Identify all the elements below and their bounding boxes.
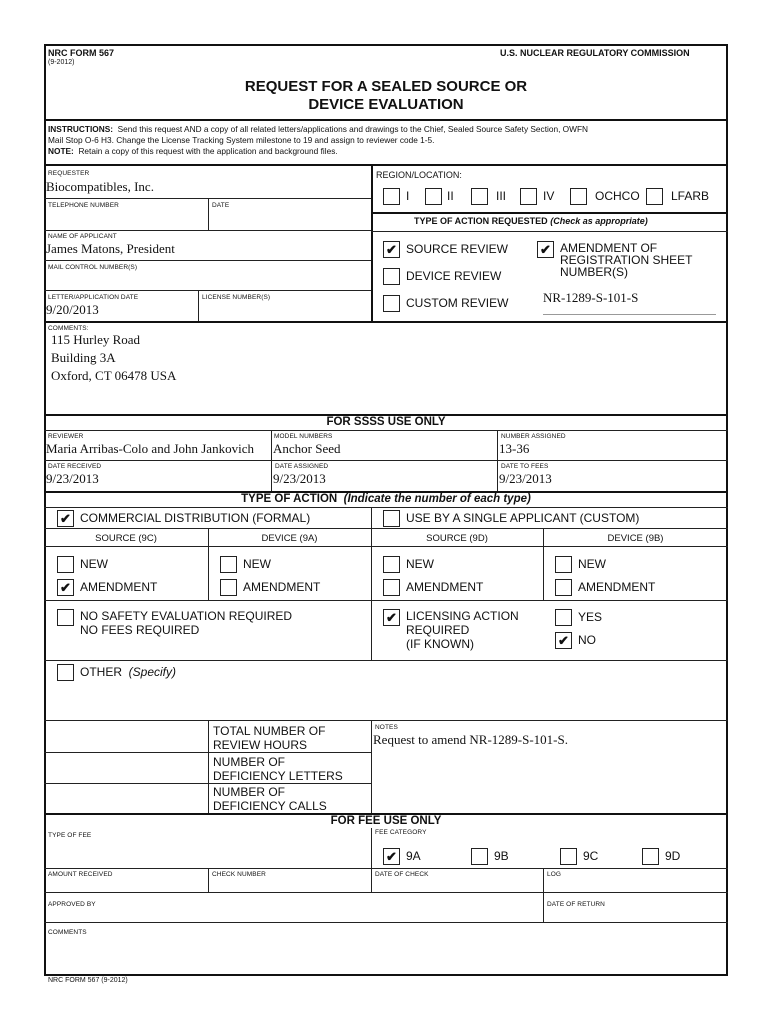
divider — [271, 430, 272, 492]
source-9d-new-checkbox[interactable] — [383, 556, 400, 573]
license-field[interactable] — [200, 302, 368, 320]
device-9b-header: DEVICE (9B) — [607, 533, 664, 544]
divider — [44, 546, 728, 547]
divider — [44, 892, 728, 893]
fee-comments-field[interactable] — [46, 938, 722, 970]
licensing-line2: REQUIRED — [406, 623, 470, 637]
source-9c-amendment-checkbox[interactable]: ✔ — [57, 579, 74, 596]
amendment-line1: AMENDMENT OF — [560, 241, 658, 255]
letter-date-label: LETTER/APPLICATION DATE — [48, 294, 139, 301]
comments-label: COMMENTS: — [48, 325, 89, 332]
amendment-checkbox[interactable]: ✔ — [537, 241, 554, 258]
date-to-fees-label: DATE TO FEES — [501, 463, 549, 470]
commercial-label: COMMERCIAL DISTRIBUTION (FORMAL) — [80, 511, 311, 525]
applicant-field[interactable]: James Matons, President — [46, 241, 175, 256]
divider — [44, 260, 372, 261]
review-hours-label — [213, 724, 325, 752]
region-lfarb-checkbox[interactable] — [646, 188, 663, 205]
divider — [44, 321, 728, 323]
custom-review-label: CUSTOM REVIEW — [406, 296, 509, 310]
divider — [371, 164, 373, 322]
fee-category-label: FEE CATEGORY — [375, 829, 427, 836]
date-assigned-label: DATE ASSIGNED — [275, 463, 329, 470]
date-received-field[interactable]: 9/23/2013 — [46, 471, 99, 486]
source-review-label: SOURCE REVIEW — [406, 242, 509, 256]
fee-9d-checkbox[interactable] — [642, 848, 659, 865]
type-of-fee-label: TYPE OF FEE — [48, 832, 92, 839]
def-calls-label — [213, 785, 327, 813]
device-9b-amendment-checkbox[interactable] — [555, 579, 572, 596]
no-safety-line2: NO FEES REQUIRED — [80, 623, 200, 637]
instructions-label: INSTRUCTIONS: — [48, 124, 113, 134]
divider — [44, 660, 728, 661]
region-i-label: I — [406, 189, 410, 203]
licensing-yes-checkbox[interactable] — [555, 609, 572, 626]
divider — [543, 868, 544, 922]
instructions-text2: Mail Stop O-6 H3. Change the License Tracking System milestone to 19 and assign to reviewer code 1-5. — [48, 135, 435, 145]
form-title-line2: DEVICE EVALUATION — [308, 96, 464, 113]
divider — [44, 783, 371, 784]
licensing-action-checkbox[interactable]: ✔ — [383, 609, 400, 626]
form-date: (9-2012) — [48, 59, 75, 66]
date-to-fees-field[interactable]: 9/23/2013 — [499, 471, 552, 486]
divider — [371, 720, 372, 813]
device-9b-amendment-label: AMENDMENT — [578, 580, 656, 594]
def-letters-line2: DEFICIENCY LETTERS — [213, 769, 343, 783]
registration-underline — [543, 314, 716, 315]
source-review-checkbox[interactable]: ✔ — [383, 241, 400, 258]
review-hours-field[interactable] — [46, 722, 206, 750]
date-received-label: DATE RECEIVED — [48, 463, 102, 470]
divider — [44, 868, 728, 869]
source-9c-new-label: NEW — [80, 557, 108, 571]
applicant-label: NAME OF APPLICANT — [48, 233, 117, 240]
fee-9b-checkbox[interactable] — [471, 848, 488, 865]
other-field[interactable] — [80, 684, 720, 718]
divider — [497, 430, 498, 492]
region-lfarb-label: LFARB — [671, 189, 710, 203]
fee-9b-label: 9B — [494, 849, 509, 863]
registration-number-field[interactable]: NR-1289-S-101-S — [543, 290, 639, 305]
agency-name: U.S. NUCLEAR REGULATORY COMMISSION — [500, 48, 690, 58]
comments-field[interactable] — [51, 331, 176, 385]
custom-review-checkbox[interactable] — [383, 295, 400, 312]
def-letters-line1: NUMBER OF — [213, 755, 285, 769]
fee-9a-label: 9A — [406, 849, 421, 863]
divider — [44, 600, 728, 601]
source-9d-amendment-label: AMENDMENT — [406, 580, 484, 594]
divider — [371, 828, 372, 892]
review-hours-line1: TOTAL NUMBER OF — [213, 724, 326, 738]
def-calls-field[interactable] — [46, 785, 206, 811]
letter-date-field[interactable]: 9/20/2013 — [46, 302, 99, 317]
device-9a-header: DEVICE (9A) — [261, 533, 318, 544]
no-safety-checkbox[interactable] — [57, 609, 74, 626]
log-field[interactable] — [545, 879, 723, 891]
action-requested-title — [414, 216, 648, 226]
single-applicant-checkbox[interactable] — [383, 510, 400, 527]
device-9a-amendment-label: AMENDMENT — [243, 580, 321, 594]
number-assigned-field[interactable]: 13-36 — [499, 441, 530, 456]
divider — [208, 720, 209, 813]
comments-line2: Building 3A — [51, 350, 116, 365]
divider — [208, 198, 209, 230]
comments-line1: 115 Hurley Road — [51, 332, 141, 347]
licensing-no-label: NO — [578, 633, 596, 647]
source-9d-header: SOURCE (9D) — [426, 533, 488, 544]
footer-form-ref: NRC FORM 567 (9-2012) — [48, 977, 128, 984]
other-checkbox[interactable] — [57, 664, 74, 681]
type-of-action-title — [44, 493, 728, 505]
number-assigned-label: NUMBER ASSIGNED — [501, 433, 566, 440]
divider — [44, 752, 371, 753]
telephone-field[interactable] — [46, 210, 206, 228]
region-iv-label: IV — [543, 189, 555, 203]
other-note: (Specify) — [128, 665, 177, 679]
source-9c-amendment-label: AMENDMENT — [80, 580, 158, 594]
device-9a-new-label: NEW — [243, 557, 271, 571]
model-field[interactable]: Anchor Seed — [273, 441, 341, 456]
date-of-return-field[interactable] — [545, 909, 723, 921]
device-9b-new-checkbox[interactable] — [555, 556, 572, 573]
region-ochco-label: OCHCO — [595, 189, 640, 203]
divider — [371, 507, 372, 661]
date-assigned-field[interactable]: 9/23/2013 — [273, 471, 326, 486]
device-9b-new-label: NEW — [578, 557, 606, 571]
licensing-action-label — [406, 609, 519, 651]
no-safety-line1: NO SAFETY EVALUATION REQUIRED — [80, 609, 293, 623]
licensing-line1: LICENSING ACTION — [406, 609, 519, 623]
requester-field[interactable]: Biocompatibles, Inc. — [46, 179, 154, 194]
divider — [44, 430, 728, 431]
divider — [44, 230, 372, 231]
instructions — [48, 124, 724, 157]
divider — [44, 922, 728, 923]
divider — [44, 164, 728, 166]
licensing-yes-label: YES — [578, 610, 603, 624]
reviewer-field[interactable]: Maria Arribas-Colo and John Jankovich — [46, 441, 254, 456]
note-label: NOTE: — [48, 146, 74, 156]
divider — [44, 290, 372, 291]
type-of-action-heading: TYPE OF ACTION — [241, 493, 338, 505]
divider — [371, 231, 728, 232]
divider — [44, 720, 728, 721]
device-review-label: DEVICE REVIEW — [406, 269, 502, 283]
divider — [44, 460, 728, 461]
instructions-text1: Send this request AND a copy of all related letters/applications and drawings to the Chief, Sealed Source Safety Section, OWFN — [117, 124, 589, 134]
form-number: NRC FORM 567 — [48, 48, 115, 58]
licensing-no-checkbox[interactable]: ✔ — [555, 632, 572, 649]
type-of-fee-field[interactable] — [46, 841, 368, 865]
comments-line3: Oxford, CT 06478 USA — [51, 368, 177, 383]
fee-9c-label: 9C — [583, 849, 599, 863]
date-field[interactable] — [210, 210, 370, 228]
telephone-label: TELEPHONE NUMBER — [48, 202, 119, 209]
source-9c-new-checkbox[interactable] — [57, 556, 74, 573]
region-ii-label: II — [447, 189, 454, 203]
source-9c-header: SOURCE (9C) — [95, 533, 157, 544]
other-label — [80, 665, 176, 679]
divider — [44, 507, 728, 508]
device-9a-amendment-checkbox[interactable] — [220, 579, 237, 596]
date-label: DATE — [212, 202, 230, 209]
license-label: LICENSE NUMBER(S) — [202, 294, 271, 301]
def-letters-label — [213, 755, 343, 783]
check-number-label: CHECK NUMBER — [212, 871, 266, 878]
date-of-check-label: DATE OF CHECK — [375, 871, 429, 878]
action-requested-note: (Check as appropriate) — [550, 216, 648, 226]
notes-field[interactable]: Request to amend NR-1289-S-101-S. — [373, 732, 568, 747]
fee-9d-label: 9D — [665, 849, 681, 863]
divider — [543, 528, 544, 600]
divider — [371, 212, 728, 214]
approved-by-field[interactable] — [46, 909, 541, 921]
licensing-line3: (IF KNOWN) — [406, 637, 474, 651]
no-safety-label — [80, 609, 292, 637]
date-of-return-label: DATE OF RETURN — [547, 901, 605, 908]
requester-label: REQUESTER — [48, 170, 90, 177]
amendment-line3: NUMBER(S) — [560, 265, 628, 279]
amount-received-label: AMOUNT RECEIVED — [48, 871, 113, 878]
device-9a-new-checkbox[interactable] — [220, 556, 237, 573]
action-requested-heading: TYPE OF ACTION REQUESTED — [414, 216, 548, 226]
def-calls-line2: DEFICIENCY CALLS — [213, 799, 327, 813]
note-text: Retain a copy of this request with the application and background files. — [78, 146, 338, 156]
region-iv-checkbox[interactable] — [520, 188, 537, 205]
region-label: REGION/LOCATION: — [376, 170, 462, 180]
fee-title: FOR FEE USE ONLY — [330, 815, 442, 827]
fee-9a-checkbox[interactable]: ✔ — [383, 848, 400, 865]
divider — [44, 528, 728, 529]
review-hours-line2: REVIEW HOURS — [213, 738, 308, 752]
source-9d-amendment-checkbox[interactable] — [383, 579, 400, 596]
device-review-checkbox[interactable] — [383, 268, 400, 285]
def-calls-line1: NUMBER OF — [213, 785, 285, 799]
amendment-label — [560, 242, 692, 278]
fee-comments-label: COMMENTS — [48, 929, 87, 936]
date-of-check-field[interactable] — [373, 879, 541, 891]
region-ii-checkbox[interactable] — [425, 188, 442, 205]
check-number-field[interactable] — [210, 879, 369, 891]
model-label: MODEL NUMBERS — [274, 433, 333, 440]
single-applicant-label: USE BY A SINGLE APPLICANT (CUSTOM) — [406, 511, 640, 525]
ssss-title: FOR SSSS USE ONLY — [326, 416, 446, 428]
reviewer-label: REVIEWER — [48, 433, 84, 440]
log-label: LOG — [547, 871, 562, 878]
divider — [208, 528, 209, 600]
other-text: OTHER — [80, 665, 122, 679]
divider — [198, 290, 199, 322]
region-i-checkbox[interactable] — [383, 188, 400, 205]
divider — [44, 119, 728, 121]
notes-label: NOTES — [375, 724, 398, 731]
region-ochco-checkbox[interactable] — [570, 188, 587, 205]
amendment-line2: REGISTRATION SHEET — [560, 253, 693, 267]
amount-received-field[interactable] — [46, 879, 206, 891]
region-iii-checkbox[interactable] — [471, 188, 488, 205]
region-iii-label: III — [496, 189, 507, 203]
mail-control-field[interactable] — [46, 272, 368, 288]
divider — [208, 868, 209, 892]
mail-control-label: MAIL CONTROL NUMBER(S) — [48, 264, 138, 271]
def-letters-field[interactable] — [46, 754, 206, 782]
form-title-line1: REQUEST FOR A SEALED SOURCE OR — [244, 78, 528, 95]
commercial-checkbox[interactable]: ✔ — [57, 510, 74, 527]
type-of-action-note: (Indicate the number of each type) — [343, 493, 531, 505]
source-9d-new-label: NEW — [406, 557, 434, 571]
approved-by-label: APPROVED BY — [48, 901, 96, 908]
fee-9c-checkbox[interactable] — [560, 848, 577, 865]
